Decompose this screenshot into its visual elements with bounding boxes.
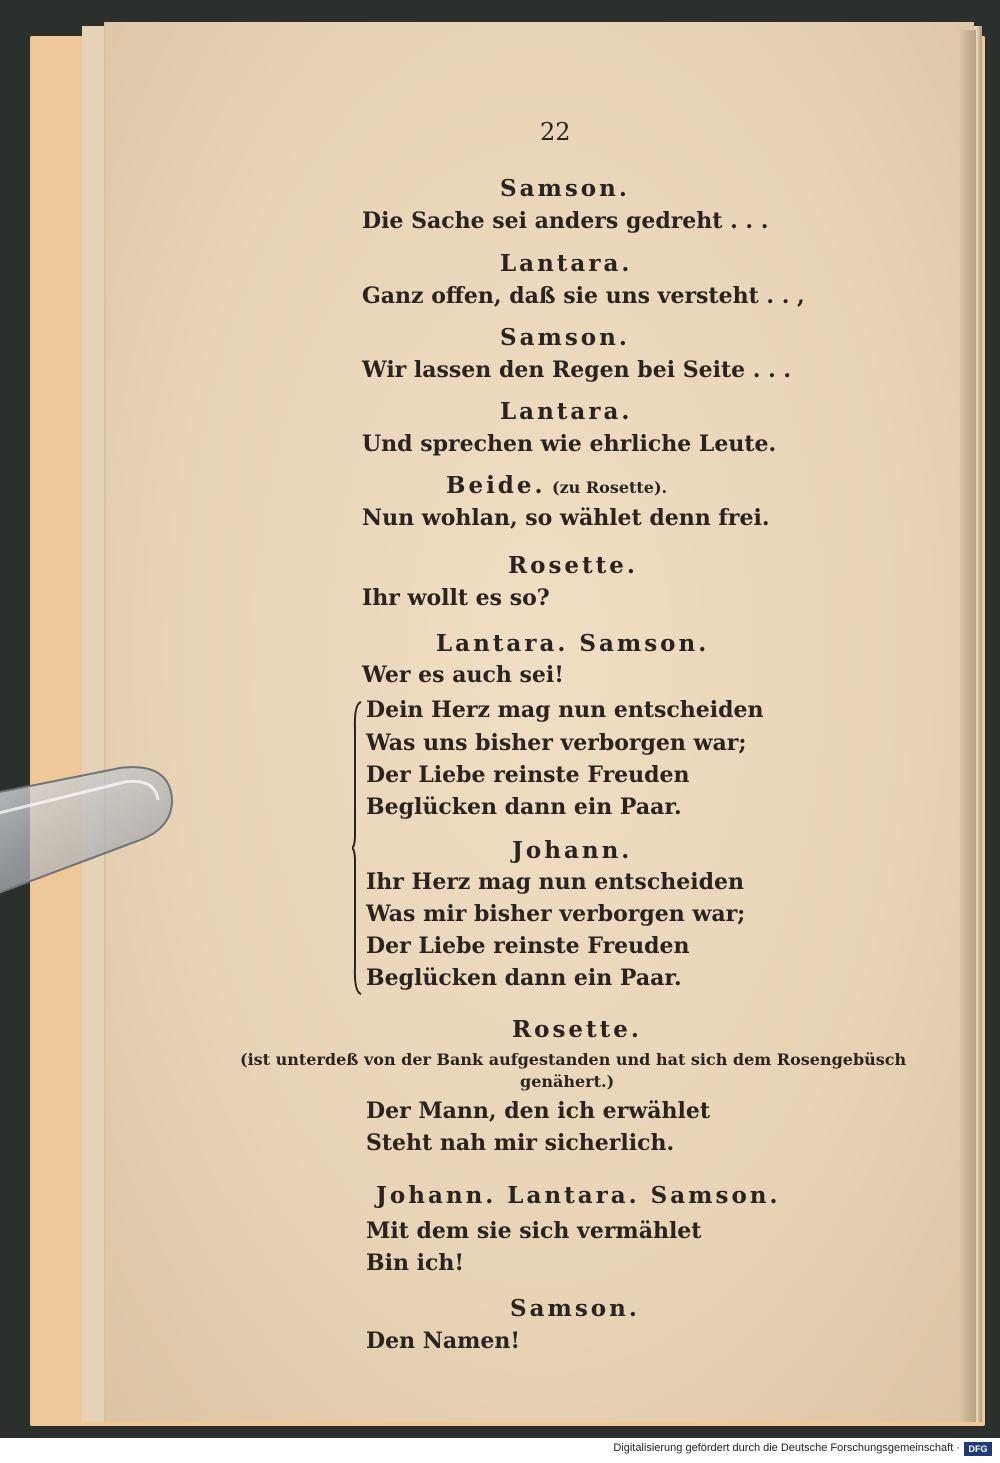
verse-line: Was uns bisher verborgen war; <box>366 730 747 756</box>
speaker-beide: Beide. <box>446 472 546 499</box>
verse-line: Der Liebe reinste Freuden <box>366 762 690 788</box>
speaker-samson-3: Samson. <box>510 1295 640 1322</box>
verse-line: Beglücken dann ein Paar. <box>366 794 682 820</box>
verse-line: Die Sache sei anders gedreht . . . <box>362 208 769 234</box>
verse-line: Der Liebe reinste Freuden <box>366 933 690 959</box>
verse-line: Der Mann, den ich erwählet <box>366 1098 710 1124</box>
verse-line: Dein Herz mag nun entscheiden <box>366 697 764 723</box>
verse-line: Den Namen! <box>366 1328 521 1354</box>
verse-line: Und sprechen wie ehrliche Leute. <box>362 431 777 457</box>
verse-line: Ihr Herz mag nun entscheiden <box>366 869 744 895</box>
speaker-lantara-samson: Lantara. Samson. <box>436 630 710 657</box>
speaker-lantara-2: Lantara. <box>500 398 633 425</box>
verse-line: Wer es auch sei! <box>362 662 564 688</box>
footer-credit: Digitalisierung gefördert durch die Deutsche Forschungsgemeinschaft · <box>613 1442 960 1454</box>
dfg-logo: DFG <box>964 1442 992 1456</box>
verse-line: Beglücken dann ein Paar. <box>366 965 682 991</box>
speaker-johann-lantara-samson: Johann. Lantara. Samson. <box>376 1182 781 1209</box>
verse-line: Wir lassen den Regen bei Seite . . . <box>362 357 792 383</box>
verse-line: Bin ich! <box>366 1250 465 1276</box>
page-gutter-shadow <box>960 30 976 1422</box>
verse-line: Was mir bisher verborgen war; <box>366 901 746 927</box>
speaker-lantara-1: Lantara. <box>500 250 633 277</box>
verse-line: Ganz offen, daß sie uns versteht . . , <box>362 283 805 309</box>
glass-page-holder <box>0 760 175 910</box>
verse-line: Ihr wollt es so? <box>362 585 550 611</box>
verse-line: Nun wohlan, so wählet denn frei. <box>362 505 770 531</box>
speaker-samson-1: Samson. <box>500 175 630 202</box>
stage-direction: (zu Rosette). <box>552 478 668 497</box>
stage-direction: (ist unterdeß von der Bank aufgestanden und hat sich dem Rosengebüsch <box>240 1050 907 1069</box>
speaker-rosette-2: Rosette. <box>512 1016 642 1043</box>
speaker-samson-2: Samson. <box>500 324 630 351</box>
stage-direction: genähert.) <box>520 1072 615 1091</box>
page-number: 22 <box>540 118 571 146</box>
speaker-johann: Johann. <box>512 837 633 864</box>
verse-line: Steht nah mir sicherlich. <box>366 1130 675 1156</box>
speaker-rosette-1: Rosette. <box>508 552 638 579</box>
verse-line: Mit dem sie sich vermählet <box>366 1218 702 1244</box>
ensemble-brace <box>352 700 362 996</box>
